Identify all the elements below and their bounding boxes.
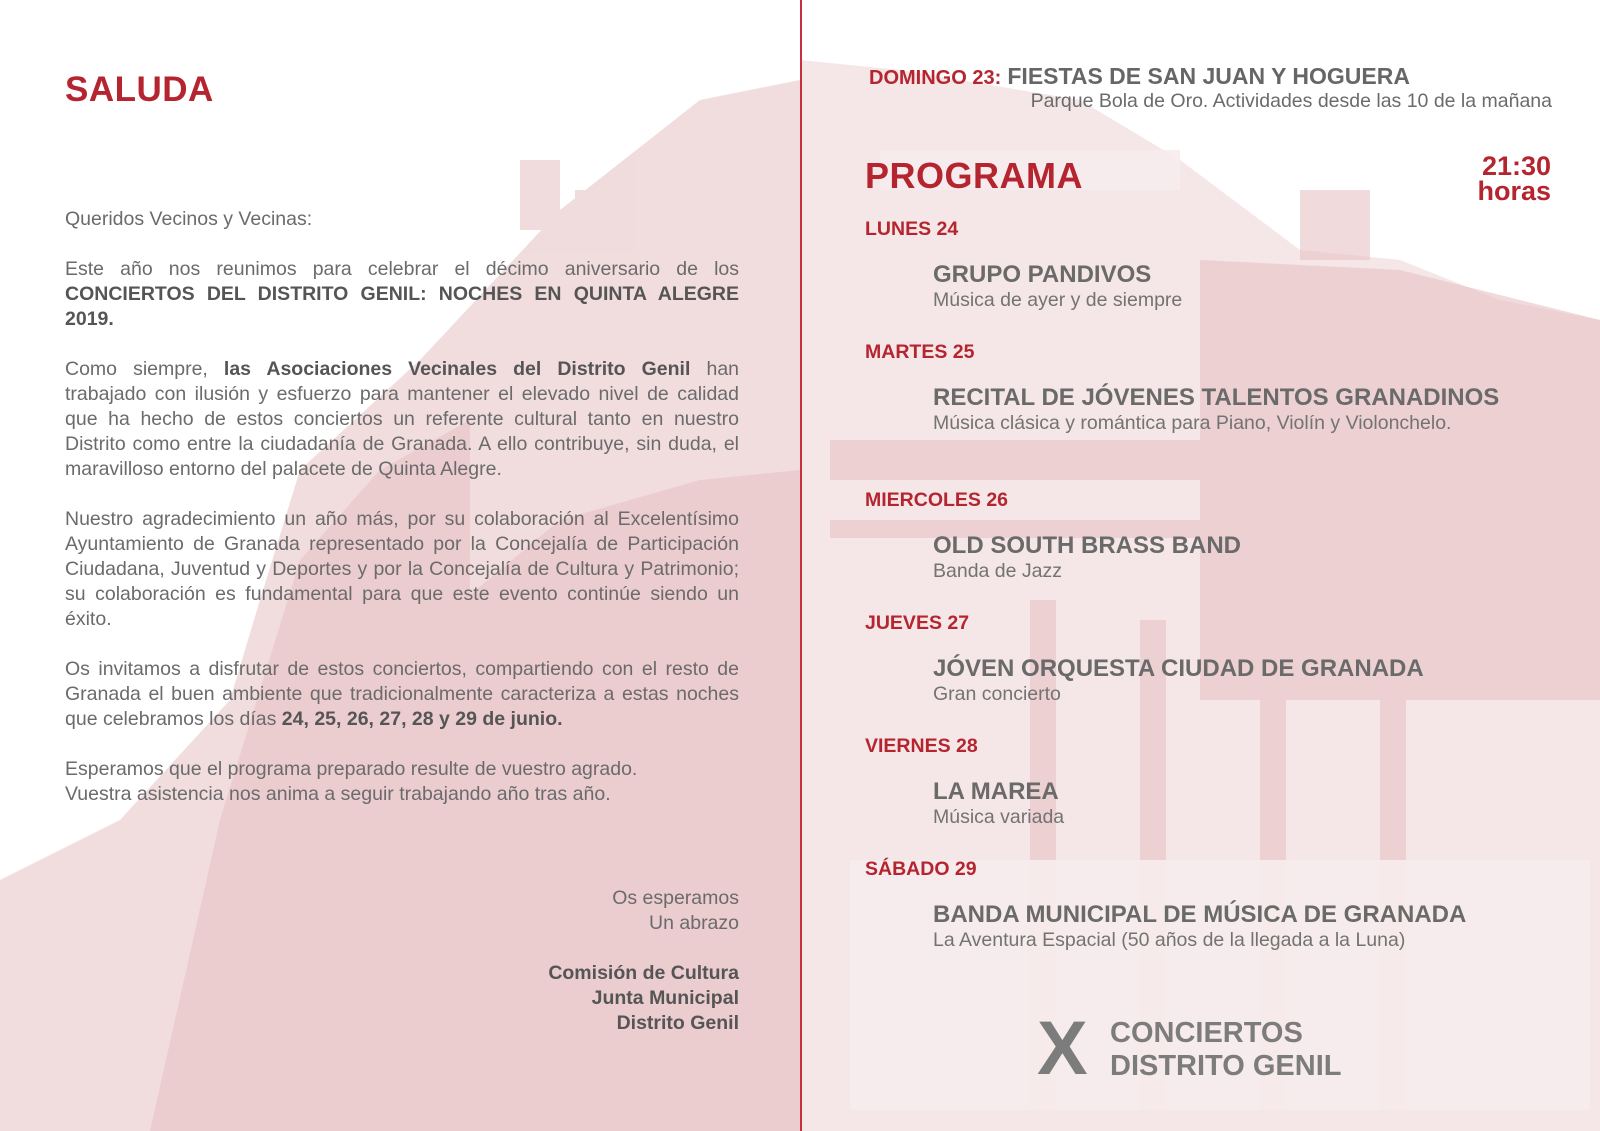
act-title: BANDA MUNICIPAL DE MÚSICA DE GRANADA (933, 901, 1467, 928)
act-description: La Aventura Espacial (50 años de la llegada a la Luna) (933, 929, 1406, 951)
day-label: SÁBADO 29 (865, 858, 977, 880)
act-title: RECITAL DE JÓVENES TALENTOS GRANADINOS (933, 384, 1500, 411)
day-label: JUEVES 27 (865, 612, 970, 634)
day-block (865, 217, 1555, 313)
domingo-day: DOMINGO 23: (869, 67, 1002, 89)
act-title: OLD SOUTH BRASS BAND (933, 532, 1242, 559)
paragraph-associations: Como siempre, las Asociaciones Vecinales del Distrito Genil han trabajado con ilusión y esfuerzo para mantener el elevado nivel de calidad que ha hecho de estos conciertos un referente cultural tanto en nuestro Distrito como entre la ciudadanía de Granada. A ello contribuye, sin duda, el maravilloso entorno del palacete de Quinta Alegre. (65, 358, 740, 480)
act-title: GRUPO PANDIVOS (933, 261, 1152, 288)
act-description: Gran concierto (933, 683, 1061, 705)
day-block (865, 611, 1555, 707)
day-block (865, 857, 1555, 953)
day-block (865, 488, 1555, 584)
domingo-event: FIESTAS DE SAN JUAN Y HOGUERA (1007, 63, 1410, 89)
day-label: VIERNES 28 (865, 735, 978, 757)
day-label: LUNES 24 (865, 218, 959, 240)
fold-line (800, 0, 802, 1131)
day-block (865, 340, 1555, 436)
act-title: LA MAREA (933, 778, 1059, 805)
signers: Comisión de Cultura Junta Municipal Distrito Genil (548, 962, 739, 1034)
start-time: 21:30 horas (1477, 151, 1551, 206)
day-block (865, 734, 1555, 830)
paragraph-invitation: Os invitamos a disfrutar de estos conciertos, compartiendo con el resto de Granada el buen ambiente que tradicionalmente caracteriza a estas noches que celebramos los días 24, 25, 26, 27, 28 y 29 de junio. (65, 658, 739, 730)
act-description: Música variada (933, 806, 1065, 828)
logo-text: CONCIERTOS DISTRITO GENIL (1110, 1017, 1342, 1082)
concert-dates: 24, 25, 26, 27, 28 y 29 de junio. (281, 708, 563, 730)
paragraph-anniversary: Este año nos reunimos para celebrar el décimo aniversario de los CONCIERTOS DEL DISTRITO GENIL: NOCHES EN QUINTA ALEGRE 2019. (65, 258, 739, 330)
logo-mark: X (1037, 1006, 1088, 1091)
salutation: Queridos Vecinos y Vecinas: (65, 208, 313, 230)
act-description: Música de ayer y de siempre (933, 289, 1183, 311)
letter-body (65, 207, 739, 832)
day-label: MIERCOLES 26 (865, 489, 1009, 511)
event-name: CONCIERTOS DEL DISTRITO GENIL: NOCHES EN QUINTA ALEGRE 2019. (65, 283, 739, 330)
paragraph-thanks: Nuestro agradecimiento un año más, por su colaboración al Excelentísimo Ayuntamiento de Granada representado por la Concejalía de Participación Ciudadana, Juventud y Deportes y por la Concejalía de Cultura y Patrimonio; su colaboración es fundamental para que este evento continúe siendo un éxito. (65, 508, 739, 630)
programa-panel (865, 0, 1555, 1131)
saluda-title: SALUDA (65, 70, 214, 109)
act-description: Banda de Jazz (933, 560, 1063, 582)
act-description: Música clásica y romántica para Piano, Violín y Violonchelo. (933, 412, 1452, 434)
signoff: Os esperamos Un abrazo (612, 887, 739, 934)
saluda-panel (65, 0, 739, 1131)
domingo-place: Parque Bola de Oro. Actividades desde las 10 de la mañana (1030, 90, 1552, 112)
act-title: JÓVEN ORQUESTA CIUDAD DE GRANADA (933, 655, 1424, 682)
paragraph-closing: Esperamos que el programa preparado resulte de vuestro agrado. Vuestra asistencia nos anima a seguir trabajando año tras año. (65, 758, 638, 805)
programa-title: PROGRAMA (865, 155, 1083, 196)
day-label: MARTES 25 (865, 341, 975, 363)
domingo-line (869, 63, 1410, 90)
